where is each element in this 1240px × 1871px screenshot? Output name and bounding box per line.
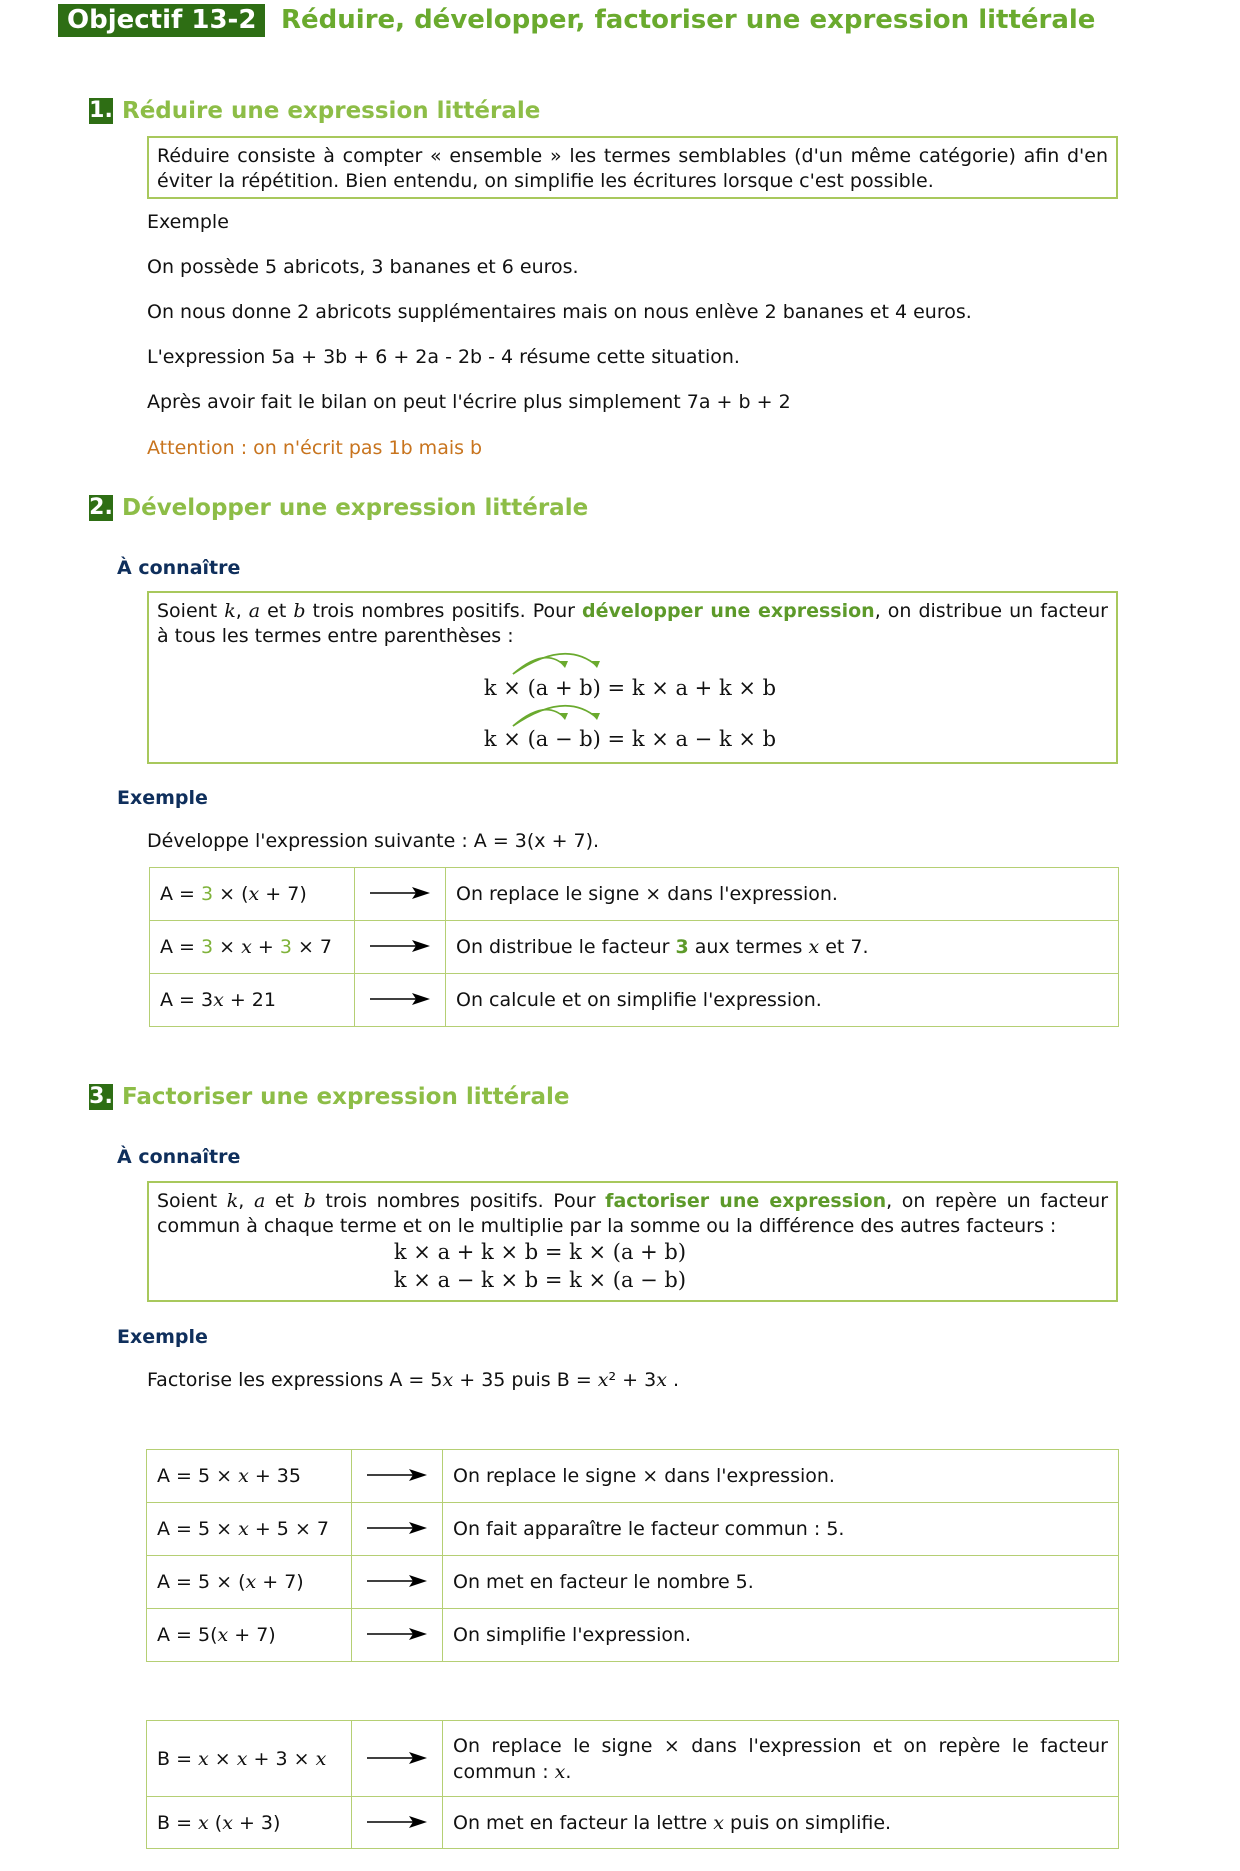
table-row [147, 1556, 1119, 1609]
section-3-number: 3. [89, 1084, 113, 1109]
objective-badge: Objectif 13-2 [58, 4, 265, 37]
arrow-icon [352, 1450, 443, 1503]
factorize-b-step-2-description: On met en facteur la lettre x puis on simplifie. [443, 1797, 1119, 1849]
factorize-a-step-3-expression: A = 5 × (x + 7) [147, 1556, 352, 1609]
section-3-title: Factoriser une expression littérale [122, 1084, 570, 1110]
arrow-icon [352, 1556, 443, 1609]
develop-step-2-description: On distribue le facteur 3 aux termes x et 7. [446, 921, 1119, 974]
develop-instruction: Développe l'expression suivante : A = 3(x + 7). [147, 830, 600, 852]
table-row [147, 1797, 1119, 1849]
factorize-b-step-2-expression: B = x (x + 3) [147, 1797, 352, 1849]
section-1-number: 1. [89, 98, 113, 123]
develop-step-3-expression: A = 3x + 21 [150, 974, 355, 1027]
factorize-a-step-4-expression: A = 5(x + 7) [147, 1609, 352, 1662]
table-row [147, 1503, 1119, 1556]
section-2-title: Développer une expression littérale [122, 495, 589, 521]
table-row [150, 921, 1119, 974]
arrow-icon [352, 1503, 443, 1556]
table-row [147, 1609, 1119, 1662]
factorize-a-step-1-description: On replace le signe × dans l'expression. [443, 1450, 1119, 1503]
factorize-b-steps-table [146, 1720, 1119, 1849]
develop-step-3-description: On calcule et on simplifie l'expression. [446, 974, 1119, 1027]
factorize-b-step-1-expression: B = x × x + 3 × x [147, 1721, 352, 1797]
reduce-example-label: Exemple [147, 211, 229, 233]
develop-definition: Soient k, a et b trois nombres positifs. Pour développer une expression, on distribue un facteur à tous les termes entre parenthèses : [157, 600, 1108, 647]
reduce-warning: Attention : on n'écrit pas 1b mais b [147, 437, 483, 459]
arrow-icon [355, 868, 446, 921]
factorize-formula-difference: k × a − k × b = k × (a − b) [393, 1268, 687, 1292]
factorize-b-step-1-description: On replace le signe × dans l'expression et on repère le facteur commun : x. [443, 1721, 1119, 1797]
develop-know-heading: À connaître [117, 557, 241, 579]
factorize-a-step-2-description: On fait apparaître le facteur commun : 5. [443, 1503, 1119, 1556]
develop-step-2-expression: A = 3 × x + 3 × 7 [150, 921, 355, 974]
table-row [147, 1721, 1119, 1797]
factorize-definition: Soient k, a et b trois nombres positifs. Pour factoriser une expression, on repère un facteur commun à chaque terme et on le multiplie par la somme ou la différence des autres facteurs : [157, 1190, 1109, 1237]
factorize-a-step-4-description: On simplifie l'expression. [443, 1609, 1119, 1662]
reduce-example-line-1: On possède 5 abricots, 3 bananes et 6 euros. [147, 256, 579, 278]
arrow-icon [352, 1721, 443, 1797]
reduce-example-line-2: On nous donne 2 abricots supplémentaires mais on nous enlève 2 bananes et 4 euros. [147, 301, 972, 323]
table-row [147, 1450, 1119, 1503]
develop-example-heading: Exemple [117, 787, 208, 809]
table-row [150, 974, 1119, 1027]
factorize-a-step-1-expression: A = 5 × x + 35 [147, 1450, 352, 1503]
arrow-icon [355, 974, 446, 1027]
develop-arc-arrows-1 [505, 648, 615, 678]
arrow-icon [352, 1797, 443, 1849]
section-1-title: Réduire une expression littérale [122, 98, 541, 124]
develop-formula-sum: k × (a + b) = k × a + k × b [483, 676, 777, 700]
develop-step-1-description: On replace le signe × dans l'expression. [446, 868, 1119, 921]
develop-steps-table [149, 867, 1119, 1027]
section-2-number: 2. [89, 495, 113, 520]
factorize-formula-sum: k × a + k × b = k × (a + b) [393, 1240, 687, 1264]
factorize-instruction: Factorise les expressions A = 5x + 35 puis B = x² + 3x . [147, 1369, 680, 1391]
develop-step-1-expression: A = 3 × (x + 7) [150, 868, 355, 921]
develop-formula-difference: k × (a − b) = k × a − k × b [483, 727, 777, 751]
factorize-a-step-3-description: On met en facteur le nombre 5. [443, 1556, 1119, 1609]
factorize-know-heading: À connaître [117, 1146, 241, 1168]
develop-arc-arrows-2 [505, 700, 615, 730]
factorize-example-heading: Exemple [117, 1326, 208, 1348]
reduce-definition-box [147, 136, 1118, 199]
table-row [150, 868, 1119, 921]
factorize-a-step-2-expression: A = 5 × x + 5 × 7 [147, 1503, 352, 1556]
arrow-icon [352, 1609, 443, 1662]
reduce-definition: Réduire consiste à compter « ensemble » les termes semblables (d'un même catégorie) afin d'en éviter la répétition. Bien entendu, on simplifie les écritures lorsque c'est possible. [157, 145, 1108, 192]
page-title: Réduire, développer, factoriser une expression littérale [281, 5, 1096, 35]
factorize-a-steps-table [146, 1449, 1119, 1662]
arrow-icon [355, 921, 446, 974]
reduce-example-line-3: L'expression 5a + 3b + 6 + 2a - 2b - 4 résume cette situation. [147, 346, 740, 368]
reduce-example-line-4: Après avoir fait le bilan on peut l'écrire plus simplement 7a + b + 2 [147, 391, 791, 413]
